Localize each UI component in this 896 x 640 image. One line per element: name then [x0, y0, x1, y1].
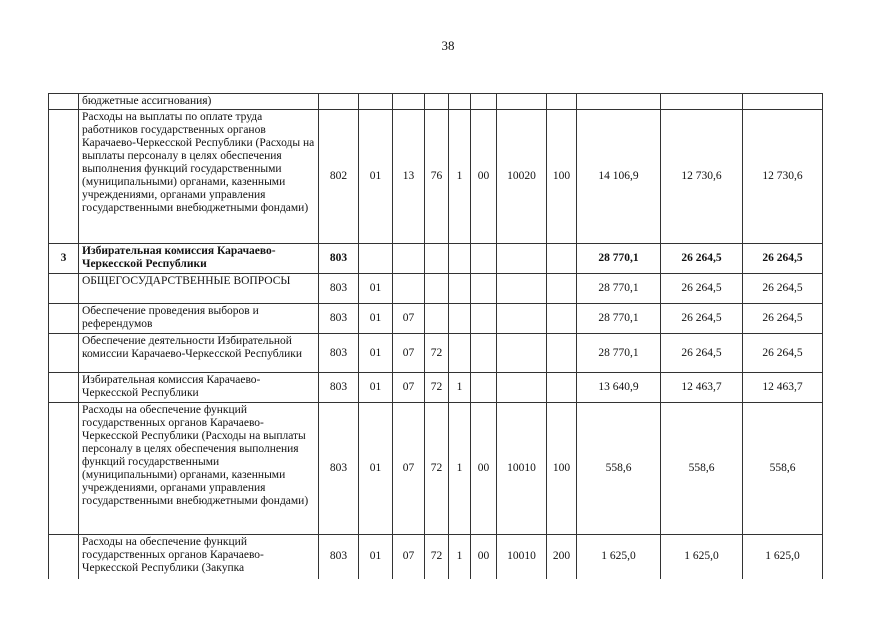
direction-code [497, 304, 547, 334]
subsection-code: 07 [393, 403, 425, 535]
direction-code: 10010 [497, 535, 547, 579]
amount-year-1 [577, 94, 661, 110]
section-code: 01 [359, 304, 393, 334]
page-number: 38 [441, 38, 455, 53]
direction-code [497, 373, 547, 403]
row-number [49, 94, 79, 110]
direction-code: 10020 [497, 110, 547, 244]
row-number [49, 274, 79, 304]
row-number [49, 110, 79, 244]
ved-code: 803 [319, 403, 359, 535]
ved-code [319, 94, 359, 110]
table-row [49, 304, 823, 334]
amount-year-3: 558,6 [743, 403, 823, 535]
expense-type-code [547, 373, 577, 403]
subprogram-code [449, 304, 471, 334]
activity-code [471, 373, 497, 403]
subsection-code [393, 274, 425, 304]
amount-year-2: 26 264,5 [661, 334, 743, 373]
section-code [359, 94, 393, 110]
row-name: Обеспечение деятельности Избирательной комиссии Карачаево-Черкесской Республики [79, 334, 319, 373]
direction-code [497, 94, 547, 110]
amount-year-3: 26 264,5 [743, 304, 823, 334]
amount-year-2: 26 264,5 [661, 274, 743, 304]
subsection-code: 07 [393, 535, 425, 579]
amount-year-3: 12 730,6 [743, 110, 823, 244]
table-row [49, 274, 823, 304]
amount-year-2: 12 463,7 [661, 373, 743, 403]
subprogram-code [449, 334, 471, 373]
program-code [425, 244, 449, 274]
program-code: 72 [425, 373, 449, 403]
table-row [49, 244, 823, 274]
row-number: 3 [49, 244, 79, 274]
expense-type-code: 100 [547, 110, 577, 244]
direction-code [497, 274, 547, 304]
subsection-code: 07 [393, 334, 425, 373]
activity-code: 00 [471, 535, 497, 579]
section-code [359, 244, 393, 274]
activity-code: 00 [471, 403, 497, 535]
program-code: 72 [425, 403, 449, 535]
row-name: Избирательная комиссия Карачаево-Черкесской Республики [79, 244, 319, 274]
section-code: 01 [359, 274, 393, 304]
program-code [425, 304, 449, 334]
row-name: ОБЩЕГОСУДАРСТВЕННЫЕ ВОПРОСЫ [79, 274, 319, 304]
row-number [49, 334, 79, 373]
direction-code [497, 334, 547, 373]
subsection-code: 07 [393, 304, 425, 334]
table-row [49, 110, 823, 244]
row-name: Обеспечение проведения выборов и референдумов [79, 304, 319, 334]
expense-type-code: 200 [547, 535, 577, 579]
row-number [49, 403, 79, 535]
amount-year-2: 12 730,6 [661, 110, 743, 244]
amount-year-2 [661, 94, 743, 110]
row-name: Расходы на обеспечение функций государственных органов Карачаево-Черкесской Республики (Закупка [79, 535, 319, 579]
activity-code [471, 334, 497, 373]
budget-table [48, 93, 823, 579]
activity-code: 00 [471, 110, 497, 244]
section-code: 01 [359, 373, 393, 403]
ved-code: 803 [319, 304, 359, 334]
ved-code: 803 [319, 244, 359, 274]
subsection-code: 13 [393, 110, 425, 244]
subprogram-code: 1 [449, 110, 471, 244]
amount-year-3: 26 264,5 [743, 244, 823, 274]
subprogram-code [449, 274, 471, 304]
amount-year-1: 558,6 [577, 403, 661, 535]
section-code: 01 [359, 535, 393, 579]
subsection-code [393, 94, 425, 110]
expense-type-code [547, 274, 577, 304]
amount-year-2: 26 264,5 [661, 244, 743, 274]
table-row [49, 334, 823, 373]
expense-type-code: 100 [547, 403, 577, 535]
row-number [49, 304, 79, 334]
ved-code: 803 [319, 274, 359, 304]
subsection-code [393, 244, 425, 274]
activity-code [471, 274, 497, 304]
subprogram-code: 1 [449, 535, 471, 579]
row-name: бюджетные ассигнования) [79, 94, 319, 110]
activity-code [471, 244, 497, 274]
expense-type-code [547, 244, 577, 274]
table-row [49, 373, 823, 403]
row-name: Расходы на выплаты по оплате труда работников государственных органов Карачаево-Черкесской Республики (Расходы на выплаты персоналу в целях обеспечения выполнения функций государственными (муниципальными) органами, казенными учреждениями, органами управления государственными внебюджетными фондами) [79, 110, 319, 244]
amount-year-1: 28 770,1 [577, 334, 661, 373]
amount-year-1: 28 770,1 [577, 304, 661, 334]
ved-code: 803 [319, 535, 359, 579]
amount-year-3: 26 264,5 [743, 274, 823, 304]
program-code [425, 274, 449, 304]
amount-year-2: 26 264,5 [661, 304, 743, 334]
amount-year-2: 1 625,0 [661, 535, 743, 579]
amount-year-3: 1 625,0 [743, 535, 823, 579]
amount-year-3: 12 463,7 [743, 373, 823, 403]
direction-code: 10010 [497, 403, 547, 535]
ved-code: 802 [319, 110, 359, 244]
section-code: 01 [359, 334, 393, 373]
expense-type-code [547, 304, 577, 334]
program-code [425, 94, 449, 110]
amount-year-1: 13 640,9 [577, 373, 661, 403]
row-name: Избирательная комиссия Карачаево-Черкесской Республики [79, 373, 319, 403]
subsection-code: 07 [393, 373, 425, 403]
amount-year-1: 28 770,1 [577, 274, 661, 304]
expense-type-code [547, 94, 577, 110]
amount-year-1: 14 106,9 [577, 110, 661, 244]
ved-code: 803 [319, 373, 359, 403]
table-row [49, 535, 823, 579]
amount-year-2: 558,6 [661, 403, 743, 535]
program-code: 72 [425, 535, 449, 579]
amount-year-3 [743, 94, 823, 110]
row-name: Расходы на обеспечение функций государственных органов Карачаево-Черкесской Республики (Расходы на выплаты персоналу в целях обеспечения выполнения функций государственными (муниципальными) органами, казенными учреждениями, органами управления государственными внебюджетными фондами) [79, 403, 319, 535]
table-row [49, 403, 823, 535]
subprogram-code: 1 [449, 373, 471, 403]
table-row [49, 94, 823, 110]
amount-year-1: 28 770,1 [577, 244, 661, 274]
row-number [49, 373, 79, 403]
program-code: 76 [425, 110, 449, 244]
amount-year-3: 26 264,5 [743, 334, 823, 373]
row-number [49, 535, 79, 579]
subprogram-code: 1 [449, 403, 471, 535]
program-code: 72 [425, 334, 449, 373]
section-code: 01 [359, 403, 393, 535]
activity-code [471, 304, 497, 334]
expense-type-code [547, 334, 577, 373]
section-code: 01 [359, 110, 393, 244]
direction-code [497, 244, 547, 274]
subprogram-code [449, 94, 471, 110]
ved-code: 803 [319, 334, 359, 373]
amount-year-1: 1 625,0 [577, 535, 661, 579]
subprogram-code [449, 244, 471, 274]
activity-code [471, 94, 497, 110]
